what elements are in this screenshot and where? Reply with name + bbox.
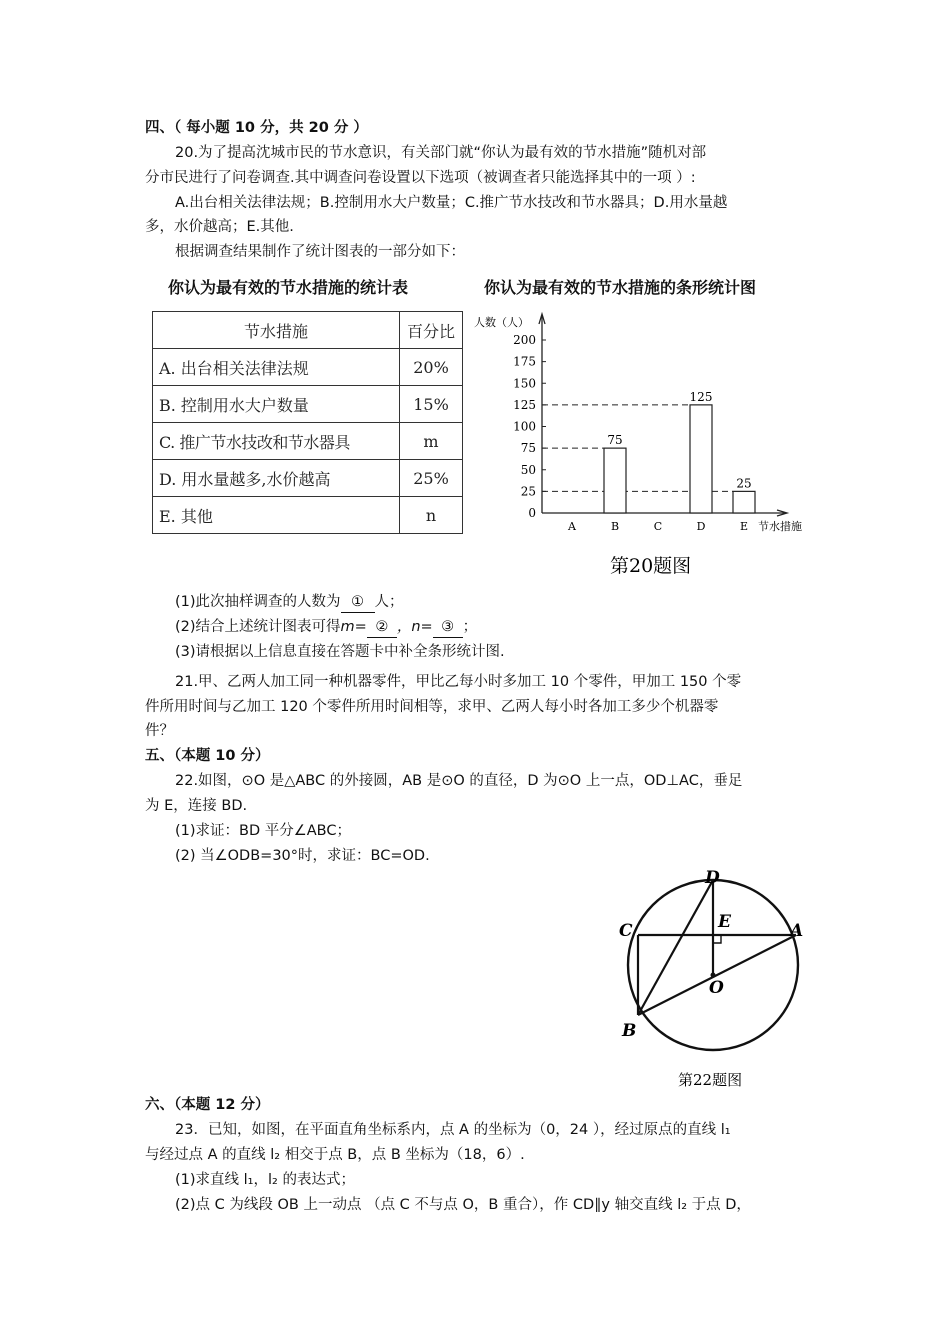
q22-part-1: (1)求证：BD 平分∠ABC；: [175, 823, 351, 839]
y-tick-label: 100: [513, 419, 536, 434]
x-tick-label: C: [653, 520, 663, 533]
section-6-heading: 六、（本题 12 分）: [145, 1097, 270, 1113]
bar-d: [690, 405, 712, 513]
n-var: ，n=: [396, 619, 433, 635]
q21-line-2: 件所用时间与乙加工 120 个零件所用时间相等，求甲、乙两人每小时各加工多少个机器零: [145, 699, 719, 715]
q23-line-1: 23．已知，如图，在平面直角坐标系内，点 A 的坐标为（0，24 ），经过原点的直线 l₁: [175, 1122, 731, 1138]
center-point: [711, 973, 716, 978]
y-tick-label: 125: [513, 397, 536, 412]
table-cell: n: [400, 497, 463, 534]
q20-part-3: (3)请根据以上信息直接在答题卡中补全条形统计图.: [175, 644, 505, 660]
y-tick-label: 75: [520, 441, 536, 456]
blank-2: ②: [367, 617, 397, 638]
q22-part-2: (2) 当∠ODB=30°时，求证：BC=OD.: [175, 848, 430, 864]
q22-line-1: 22.如图，⊙O 是△ABC 的外接圆，AB 是⊙O 的直径，D 为⊙O 上一点，OD⊥AC，垂足: [175, 773, 743, 789]
table-cell: A. 出台相关法律法规: [153, 349, 400, 386]
q20-part-2-text: (2)结合上述统计图表可得: [175, 619, 341, 635]
table-row: [153, 460, 463, 497]
figure-22-caption: 第22题图: [678, 1071, 743, 1089]
bar-value-label: 25: [736, 476, 752, 491]
bar-chart: [470, 308, 815, 590]
figure-20-caption: 第20题图: [610, 555, 692, 577]
q22-line-2: 为 E，连接 BD.: [145, 798, 248, 814]
table-row: [153, 497, 463, 534]
q20-part-1: [175, 592, 404, 613]
x-tick-label: A: [568, 520, 576, 533]
label-b: B: [622, 1021, 637, 1041]
table-header-row: [153, 312, 463, 349]
q20-part-2: [175, 617, 477, 638]
x-tick-label: E: [739, 520, 749, 533]
blank-1: ①: [341, 592, 375, 613]
table-row: [153, 423, 463, 460]
bar-e: [733, 491, 755, 513]
table-cell: m: [400, 423, 463, 460]
y-tick-label: 0: [528, 506, 536, 520]
x-axis-label: 节水措施: [758, 520, 802, 533]
label-o: O: [709, 978, 724, 998]
bar-b: [604, 448, 626, 513]
q20-line-2: 分市民进行了问卷调查.其中调查问卷设置以下选项（被调查者只能选择其中的一项 ）:: [145, 170, 696, 186]
q20-line-4: 多，水价越高；E.其他.: [145, 219, 294, 235]
table-cell: 15%: [400, 386, 463, 423]
q23-part-2: (2)点 C 为线段 OB 上一动点 （点 C 不与点 O，B 重合），作 CD∥y 轴交直线 l₂ 于点 D，: [175, 1197, 751, 1213]
table-row: [153, 349, 463, 386]
m-var: m=: [340, 619, 367, 635]
q21-line-3: 件？: [145, 723, 174, 739]
table-cell: D. 用水量越多,水价越高: [153, 460, 400, 497]
table-cell: C. 推广节水技改和节水器具: [153, 423, 400, 460]
q23-part-1: (1)求直线 l₁，l₂ 的表达式；: [175, 1172, 355, 1188]
x-tick-label: D: [696, 520, 706, 533]
right-angle-mark: [713, 935, 721, 943]
table-header-cell: 百分比: [400, 312, 463, 349]
q22-figure: [612, 864, 812, 1094]
chart-title: 你认为最有效的节水措施的条形统计图: [484, 278, 757, 297]
section-4-heading: 四、（ 每小题 10 分，共 20 分 ）: [145, 120, 368, 136]
diameter-ab: [638, 935, 796, 1015]
table-header-cell: 节水措施: [153, 312, 400, 349]
label-a: A: [790, 921, 804, 941]
q21-line-1: 21.甲、乙两人加工同一种机器零件，甲比乙每小时多加工 10 个零件，甲加工 150 个零: [175, 674, 742, 690]
table-cell: 25%: [400, 460, 463, 497]
q20-part-2-end: ；: [462, 619, 478, 635]
section-5-heading: 五、（本题 10 分）: [145, 748, 270, 764]
label-c: C: [619, 921, 633, 941]
q20-part-1-end: 人；: [374, 594, 404, 610]
label-e: E: [718, 912, 731, 932]
q20-line-5: 根据调查结果制作了统计图表的一部分如下：: [175, 244, 465, 260]
y-tick-label: 25: [520, 484, 536, 499]
label-d: D: [705, 868, 720, 888]
x-tick-label: B: [610, 520, 620, 533]
q20-line-1: 20.为了提高沈城市民的节水意识，有关部门就“你认为最有效的节水措施”随机对部: [175, 145, 707, 161]
y-tick-label: 50: [520, 462, 536, 477]
bar-value-label: 125: [689, 389, 713, 404]
q20-part-1-text: (1)此次抽样调查的人数为: [175, 594, 341, 610]
y-tick-label: 200: [513, 333, 536, 347]
bar-value-label: 75: [607, 433, 623, 448]
y-axis-label: 人数（人）: [474, 316, 529, 329]
table-cell: E. 其他: [153, 497, 400, 534]
table-cell: 20%: [400, 349, 463, 386]
segment-bd: [638, 880, 713, 1015]
blank-3: ③: [433, 617, 463, 638]
q23-line-2: 与经过点 A 的直线 l₂ 相交于点 B，点 B 坐标为（18，6）.: [145, 1147, 525, 1163]
y-tick-label: 175: [513, 354, 536, 369]
q20-line-3: A.出台相关法律法规；B.控制用水大户数量；C.推广节水技改和节水器具；D.用水量越: [175, 195, 728, 211]
stat-table: [152, 311, 463, 534]
table-cell: B. 控制用水大户数量: [153, 386, 400, 423]
y-tick-label: 150: [513, 376, 536, 391]
table-title: 你认为最有效的节水措施的统计表: [168, 278, 409, 297]
table-row: [153, 386, 463, 423]
